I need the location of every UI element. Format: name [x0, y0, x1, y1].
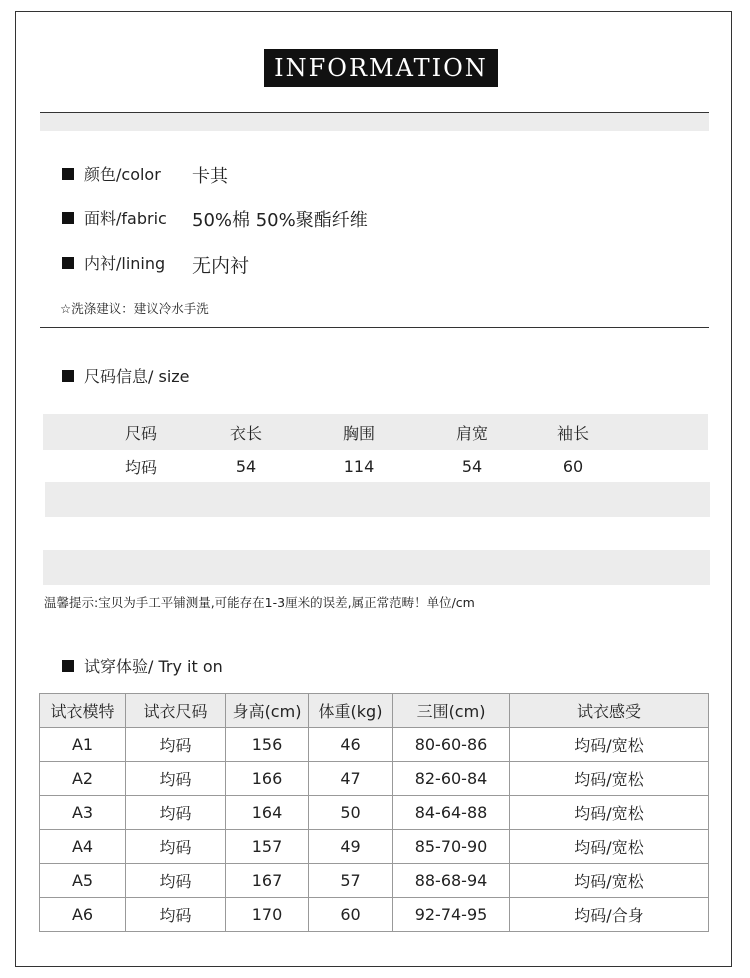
- size-cell: 60: [562, 457, 584, 476]
- try-cell: 156: [226, 728, 309, 762]
- table-row: [40, 830, 709, 864]
- try-cell: 47: [309, 762, 393, 796]
- wash-note: ☆洗涤建议：建议冷水手洗: [60, 301, 209, 316]
- try-cell: 均码: [126, 728, 226, 762]
- try-section-title: 试穿体验/ Try it on: [62, 654, 223, 677]
- try-cell: A3: [40, 796, 126, 830]
- square-bullet-icon: [62, 257, 74, 269]
- size-cell: 均码: [124, 458, 157, 477]
- try-cell: 88-68-94: [393, 864, 510, 898]
- table-row: [40, 796, 709, 830]
- try-cell: 均码/宽松: [510, 728, 709, 762]
- table-row: [43, 450, 708, 483]
- size-header-cell: 胸围: [342, 423, 375, 443]
- size-table-header: [43, 414, 708, 450]
- size-cell: 114: [343, 457, 375, 476]
- try-cell: 167: [226, 864, 309, 898]
- try-header-cell: 三围(cm): [393, 694, 510, 728]
- try-cell: 82-60-84: [393, 762, 510, 796]
- info-value-fabric: 50%棉 50%聚酯纤维: [192, 210, 368, 231]
- try-cell: A6: [40, 898, 126, 932]
- square-bullet-icon: [62, 370, 74, 382]
- try-cell: 60: [309, 898, 393, 932]
- measurement-note: 温馨提示:宝贝为手工平铺测量,可能存在1-3厘米的误差,属正常范畴！单位/cm: [44, 595, 475, 610]
- size-header-cell: 袖长: [556, 423, 589, 443]
- try-cell: A2: [40, 762, 126, 796]
- try-cell: 均码: [126, 796, 226, 830]
- try-cell: A5: [40, 864, 126, 898]
- try-on-table: [39, 693, 709, 932]
- empty-size-row: [45, 482, 710, 517]
- square-bullet-icon: [62, 212, 74, 224]
- size-table: [43, 414, 708, 483]
- size-header-cell: 肩宽: [455, 423, 488, 443]
- info-label-lining: 内衬/lining: [62, 251, 165, 274]
- try-cell: 85-70-90: [393, 830, 510, 864]
- try-cell: 166: [226, 762, 309, 796]
- try-cell: 84-64-88: [393, 796, 510, 830]
- square-bullet-icon: [62, 660, 74, 672]
- info-label-color: 颜色/color: [62, 162, 161, 185]
- try-header-cell: 试衣感受: [510, 694, 709, 728]
- try-cell: 均码: [126, 898, 226, 932]
- try-cell: 92-74-95: [393, 898, 510, 932]
- try-cell: 57: [309, 864, 393, 898]
- try-cell: 均码: [126, 830, 226, 864]
- try-cell: 均码/宽松: [510, 864, 709, 898]
- size-cell: 54: [461, 457, 483, 476]
- try-cell: 80-60-86: [393, 728, 510, 762]
- try-cell: 均码/宽松: [510, 830, 709, 864]
- table-row: [40, 898, 709, 932]
- try-cell: 170: [226, 898, 309, 932]
- square-bullet-icon: [62, 168, 74, 180]
- try-cell: 均码/合身: [510, 898, 709, 932]
- section-divider: [40, 327, 709, 328]
- try-cell: 46: [309, 728, 393, 762]
- size-header-cell: 尺码: [124, 423, 157, 443]
- try-cell: 均码/宽松: [510, 796, 709, 830]
- information-banner: INFORMATION: [264, 49, 498, 87]
- size-section-title: 尺码信息/ size: [62, 364, 190, 387]
- info-value-color: 卡其: [192, 166, 228, 187]
- try-cell: 49: [309, 830, 393, 864]
- empty-size-row: [43, 550, 710, 585]
- table-row: [40, 864, 709, 898]
- try-header-cell: 试衣模特: [40, 694, 126, 728]
- size-cell: 54: [235, 457, 257, 476]
- try-cell: 均码: [126, 864, 226, 898]
- try-header-cell: 身高(cm): [226, 694, 309, 728]
- try-cell: A1: [40, 728, 126, 762]
- try-cell: 164: [226, 796, 309, 830]
- table-row: [40, 728, 709, 762]
- info-label-fabric: 面料/fabric: [62, 206, 167, 229]
- try-cell: A4: [40, 830, 126, 864]
- try-cell: 均码: [126, 762, 226, 796]
- try-cell: 均码/宽松: [510, 762, 709, 796]
- info-value-lining: 无内衬: [192, 255, 250, 277]
- table-row: [40, 762, 709, 796]
- try-header-cell: 试衣尺码: [126, 694, 226, 728]
- top-gray-band: [40, 113, 709, 131]
- size-header-cell: 衣长: [229, 423, 262, 443]
- try-header-cell: 体重(kg): [309, 694, 393, 728]
- try-table-header: [40, 694, 709, 728]
- try-cell: 157: [226, 830, 309, 864]
- try-cell: 50: [309, 796, 393, 830]
